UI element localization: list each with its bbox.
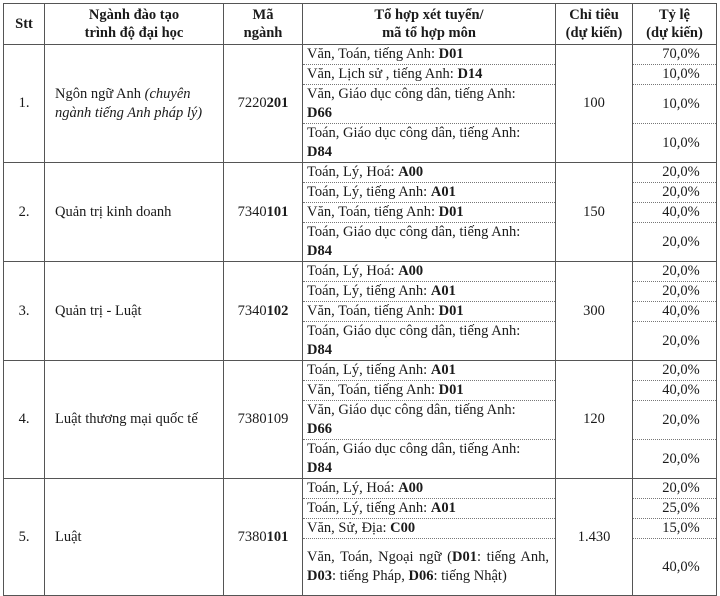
table-row xyxy=(4,361,717,381)
header-subject-combination: Tổ hợp xét tuyển/ mã tổ hợp môn xyxy=(303,4,556,45)
row-stt: 3. xyxy=(4,262,45,361)
ratio-cell: 40,0% xyxy=(633,539,717,596)
header-major-code: Mã ngành xyxy=(224,4,303,45)
row-stt: 4. xyxy=(4,361,45,479)
table-header-row xyxy=(4,4,717,45)
row-major-name: Ngôn ngữ Anh (chuyên ngành tiếng Anh pháp lý) xyxy=(45,45,224,163)
admission-table-wrapper xyxy=(3,3,717,596)
row-quota: 120 xyxy=(556,361,633,479)
ratio-cell: 20,0% xyxy=(633,479,717,499)
combo-cell: Văn, Sử, Địa: C00 xyxy=(303,519,556,539)
row-quota: 1.430 xyxy=(556,479,633,596)
ratio-cell: 20,0% xyxy=(633,440,717,479)
ratio-cell: 20,0% xyxy=(633,322,717,361)
combo-cell: Toán, Lý, tiếng Anh: A01 xyxy=(303,499,556,519)
row-major-name: Luật xyxy=(45,479,224,596)
combo-cell: Toán, Lý, tiếng Anh: A01 xyxy=(303,282,556,302)
ratio-cell: 20,0% xyxy=(633,361,717,381)
row-major-code: 7340101 xyxy=(224,163,303,262)
combo-cell: Toán, Lý, Hoá: A00 xyxy=(303,479,556,499)
ratio-cell: 40,0% xyxy=(633,302,717,322)
combo-cell: Toán, Giáo dục công dân, tiếng Anh: D84 xyxy=(303,322,556,361)
table-row xyxy=(4,45,717,65)
header-major: Ngành đào tạo trình độ đại học xyxy=(45,4,224,45)
combo-cell: Toán, Giáo dục công dân, tiếng Anh: D84 xyxy=(303,223,556,262)
ratio-cell: 20,0% xyxy=(633,401,717,440)
ratio-cell: 70,0% xyxy=(633,45,717,65)
combo-cell: Toán, Giáo dục công dân, tiếng Anh: D84 xyxy=(303,124,556,163)
row-major-name: Luật thương mại quốc tế xyxy=(45,361,224,479)
row-major-code: 7380109 xyxy=(224,361,303,479)
combo-cell: Văn, Giáo dục công dân, tiếng Anh: D66 xyxy=(303,85,556,124)
row-major-code: 7380101 xyxy=(224,479,303,596)
row-stt: 5. xyxy=(4,479,45,596)
row-quota: 100 xyxy=(556,45,633,163)
combo-cell: Toán, Lý, tiếng Anh: A01 xyxy=(303,183,556,203)
ratio-cell: 40,0% xyxy=(633,381,717,401)
table-row xyxy=(4,262,717,282)
table-row xyxy=(4,163,717,183)
ratio-cell: 20,0% xyxy=(633,183,717,203)
admission-quota-table xyxy=(3,3,717,596)
ratio-cell: 40,0% xyxy=(633,203,717,223)
row-major-name: Quản trị kinh doanh xyxy=(45,163,224,262)
row-stt: 1. xyxy=(4,45,45,163)
row-major-code: 7220201 xyxy=(224,45,303,163)
ratio-cell: 20,0% xyxy=(633,163,717,183)
combo-cell: Văn, Toán, tiếng Anh: D01 xyxy=(303,203,556,223)
ratio-cell: 20,0% xyxy=(633,223,717,262)
ratio-cell: 10,0% xyxy=(633,65,717,85)
combo-cell: Toán, Giáo dục công dân, tiếng Anh: D84 xyxy=(303,440,556,479)
ratio-cell: 25,0% xyxy=(633,499,717,519)
row-major-code: 7340102 xyxy=(224,262,303,361)
combo-cell: Văn, Toán, tiếng Anh: D01 xyxy=(303,302,556,322)
combo-cell: Văn, Giáo dục công dân, tiếng Anh: D66 xyxy=(303,401,556,440)
combo-cell: Văn, Lịch sử , tiếng Anh: D14 xyxy=(303,65,556,85)
ratio-cell: 20,0% xyxy=(633,262,717,282)
combo-cell: Văn, Toán, Ngoại ngữ (D01: tiếng Anh, D03: tiếng Pháp, D06: tiếng Nhật) xyxy=(303,539,556,596)
header-ratio: Tỷ lệ (dự kiến) xyxy=(633,4,717,45)
combo-cell: Toán, Lý, Hoá: A00 xyxy=(303,163,556,183)
row-stt: 2. xyxy=(4,163,45,262)
header-quota: Chỉ tiêu (dự kiến) xyxy=(556,4,633,45)
ratio-cell: 10,0% xyxy=(633,124,717,163)
row-quota: 150 xyxy=(556,163,633,262)
ratio-cell: 15,0% xyxy=(633,519,717,539)
combo-cell: Toán, Lý, tiếng Anh: A01 xyxy=(303,361,556,381)
row-quota: 300 xyxy=(556,262,633,361)
ratio-cell: 10,0% xyxy=(633,85,717,124)
major-name-note: (chuyên ngành tiếng Anh pháp lý) xyxy=(55,85,203,121)
table-row xyxy=(4,479,717,499)
row-major-name: Quản trị - Luật xyxy=(45,262,224,361)
combo-cell: Văn, Toán, tiếng Anh: D01 xyxy=(303,381,556,401)
header-stt: Stt xyxy=(4,4,45,45)
combo-cell: Toán, Lý, Hoá: A00 xyxy=(303,262,556,282)
ratio-cell: 20,0% xyxy=(633,282,717,302)
combo-cell: Văn, Toán, tiếng Anh: D01 xyxy=(303,45,556,65)
